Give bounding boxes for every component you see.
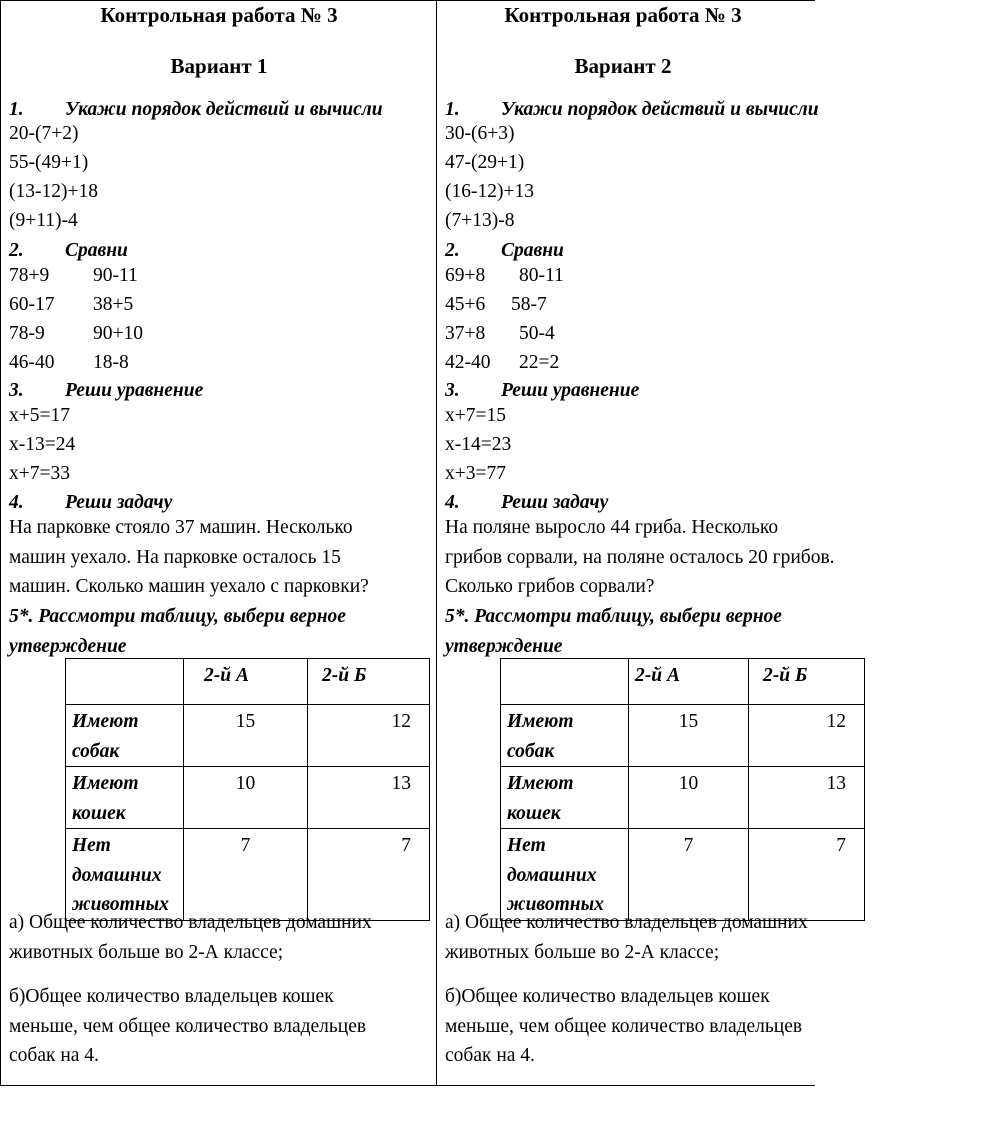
row-label xyxy=(66,705,184,767)
cell-2a: 10 xyxy=(629,767,749,829)
equation-line: x-13=24 xyxy=(9,434,76,455)
problem-line: машин уехало. На парковке осталось 15 xyxy=(9,546,341,568)
task-number: 4. xyxy=(445,492,460,513)
table-header-row xyxy=(501,659,865,705)
compare-line xyxy=(445,352,559,374)
option-line: б)Общее количество владельцев кошек xyxy=(9,986,334,1007)
expression-line: (16-12)+13 xyxy=(445,181,534,202)
task-text: Сравни xyxy=(501,240,564,261)
pets-table xyxy=(65,658,430,921)
task-number: 2. xyxy=(445,240,460,261)
row-label xyxy=(501,705,629,767)
row-label-line: собак xyxy=(72,740,120,762)
option-line: животных больше во 2-А классе; xyxy=(445,941,720,963)
row-label-line: Имеют xyxy=(507,773,574,794)
task-text: Реши задачу xyxy=(65,492,173,513)
task-number: 1. xyxy=(9,99,24,120)
cell-2b: 7 xyxy=(308,829,430,921)
task-3-heading xyxy=(445,380,639,402)
compare-right: 90-11 xyxy=(93,265,138,286)
row-label xyxy=(501,767,629,829)
equation-line: x+7=15 xyxy=(445,405,506,426)
task-5-line: 5*. Рассмотри таблицу, выбери верное xyxy=(9,606,346,627)
cell-2a: 10 xyxy=(184,767,308,829)
problem-text xyxy=(445,513,835,602)
task-5-line: утверждение xyxy=(9,635,127,657)
compare-left: 42-40 xyxy=(445,352,491,373)
row-label-line: животных xyxy=(507,894,604,915)
task-5-heading xyxy=(9,602,346,661)
problem-line: грибов сорвали, на поляне осталось 20 грибов. xyxy=(445,546,835,568)
table-row xyxy=(66,767,430,829)
task-2-heading xyxy=(445,240,564,262)
expression-line: 55-(49+1) xyxy=(9,152,89,173)
cell-2b: 12 xyxy=(749,705,865,767)
row-label-line: кошек xyxy=(507,802,561,824)
option-line: меньше, чем общее количество владельцев xyxy=(9,1015,367,1037)
cell-2a: 7 xyxy=(629,829,749,921)
compare-left: 37+8 xyxy=(445,323,486,344)
option-line: а) Общее количество владельцев домашних xyxy=(9,912,372,933)
compare-left: 60-17 xyxy=(9,294,55,315)
compare-line xyxy=(445,265,564,287)
compare-line xyxy=(9,265,138,287)
option-line: животных больше во 2-А классе; xyxy=(9,941,284,963)
equation-line: x-14=23 xyxy=(445,434,512,455)
expression-line: 20-(7+2) xyxy=(9,123,79,144)
row-label-line: кошек xyxy=(72,802,126,824)
task-text: Сравни xyxy=(65,240,128,261)
row-label xyxy=(66,829,184,921)
compare-right: 90+10 xyxy=(93,323,143,344)
expression-line: 30-(6+3) xyxy=(445,123,515,144)
row-label-line: животных xyxy=(72,894,169,915)
table-row xyxy=(501,829,865,921)
row-label xyxy=(501,829,629,921)
option-line: собак на 4. xyxy=(9,1045,99,1066)
table-row xyxy=(501,705,865,767)
compare-right: 58-7 xyxy=(511,294,547,315)
table-row xyxy=(501,767,865,829)
task-3-heading xyxy=(9,380,203,402)
row-label-line: Нет xyxy=(72,835,111,856)
compare-right: 80-11 xyxy=(519,265,564,286)
task-text: Реши уравнение xyxy=(501,380,640,401)
compare-line xyxy=(9,323,143,345)
task-5-line: 5*. Рассмотри таблицу, выбери верное xyxy=(445,606,782,627)
row-label-line: Имеют xyxy=(72,773,139,794)
cell-2b: 7 xyxy=(749,829,865,921)
task-5-line: утверждение xyxy=(445,635,563,657)
problem-line: На поляне выросло 44 гриба. Несколько xyxy=(445,517,779,538)
row-label-line: Имеют xyxy=(72,711,139,732)
compare-left: 78+9 xyxy=(9,265,50,286)
task-number: 1. xyxy=(445,99,460,120)
task-text: Укажи порядок действий и вычисли xyxy=(65,99,383,120)
compare-line xyxy=(445,323,555,345)
class-2a-header: 2-й А xyxy=(629,659,749,705)
option-a xyxy=(445,908,808,967)
option-b xyxy=(445,982,802,1071)
table-corner-cell xyxy=(66,659,184,705)
option-b xyxy=(9,982,366,1071)
option-a xyxy=(9,908,372,967)
cell-2a: 7 xyxy=(184,829,308,921)
task-4-heading xyxy=(445,492,608,514)
task-text: Реши уравнение xyxy=(65,380,204,401)
compare-right: 38+5 xyxy=(93,294,134,315)
cell-2b: 13 xyxy=(749,767,865,829)
compare-right: 50-4 xyxy=(519,323,555,344)
compare-line xyxy=(9,294,133,316)
variant-label: Вариант 1 xyxy=(170,54,268,78)
compare-line xyxy=(9,352,129,374)
table-header-row xyxy=(66,659,430,705)
row-label xyxy=(66,767,184,829)
row-label-line: Имеют xyxy=(507,711,574,732)
class-2b-header: 2-й Б xyxy=(749,659,865,705)
option-line: меньше, чем общее количество владельцев xyxy=(445,1015,803,1037)
problem-line: Сколько грибов сорвали? xyxy=(445,576,655,597)
task-4-heading xyxy=(9,492,172,514)
class-2b-header: 2-й Б xyxy=(308,659,430,705)
row-label-line: домашних xyxy=(72,864,162,886)
task-text: Укажи порядок действий и вычисли xyxy=(501,99,819,120)
variant-2-column xyxy=(437,0,846,1086)
option-line: а) Общее количество владельцев домашних xyxy=(445,912,808,933)
compare-line xyxy=(445,294,547,316)
compare-left: 46-40 xyxy=(9,352,55,373)
task-2-heading xyxy=(9,240,128,262)
compare-left: 69+8 xyxy=(445,265,486,286)
task-number: 2. xyxy=(9,240,24,261)
task-text: Реши задачу xyxy=(501,492,609,513)
task-number: 4. xyxy=(9,492,24,513)
pets-table xyxy=(500,658,865,921)
variant-label: Вариант 2 xyxy=(574,54,672,78)
table-corner-cell xyxy=(501,659,629,705)
compare-right: 22=2 xyxy=(519,352,560,373)
cell-2a: 15 xyxy=(629,705,749,767)
row-label-line: домашних xyxy=(507,864,597,886)
option-line: собак на 4. xyxy=(445,1045,535,1066)
table-row xyxy=(66,829,430,921)
cell-2b: 13 xyxy=(308,767,430,829)
task-number: 3. xyxy=(445,380,460,401)
expression-line: (9+11)-4 xyxy=(9,210,78,231)
problem-line: На парковке стояло 37 машин. Несколько xyxy=(9,517,353,538)
task-5-heading xyxy=(445,602,782,661)
problem-line: машин. Сколько машин уехало с парковки? xyxy=(9,576,369,597)
equation-line: x+7=33 xyxy=(9,463,70,484)
expression-line: (13-12)+18 xyxy=(9,181,98,202)
variant-1-column xyxy=(1,0,436,1086)
class-2a-header: 2-й А xyxy=(184,659,308,705)
expression-line: 47-(29+1) xyxy=(445,152,525,173)
worksheet-title: Контрольная работа № 3 xyxy=(100,3,338,27)
option-line: б)Общее количество владельцев кошек xyxy=(445,986,770,1007)
equation-line: x+5=17 xyxy=(9,405,70,426)
equation-line: x+3=77 xyxy=(445,463,506,484)
table-row xyxy=(66,705,430,767)
cell-2b: 12 xyxy=(308,705,430,767)
task-1-heading xyxy=(445,99,819,121)
row-label-line: Нет xyxy=(507,835,546,856)
expression-line: (7+13)-8 xyxy=(445,210,515,231)
compare-left: 78-9 xyxy=(9,323,45,344)
cell-2a: 15 xyxy=(184,705,308,767)
task-1-heading xyxy=(9,99,383,121)
task-number: 3. xyxy=(9,380,24,401)
row-label-line: собак xyxy=(507,740,555,762)
problem-text xyxy=(9,513,369,602)
worksheet-title: Контрольная работа № 3 xyxy=(504,3,742,27)
compare-left: 45+6 xyxy=(445,294,486,315)
compare-right: 18-8 xyxy=(93,352,129,373)
